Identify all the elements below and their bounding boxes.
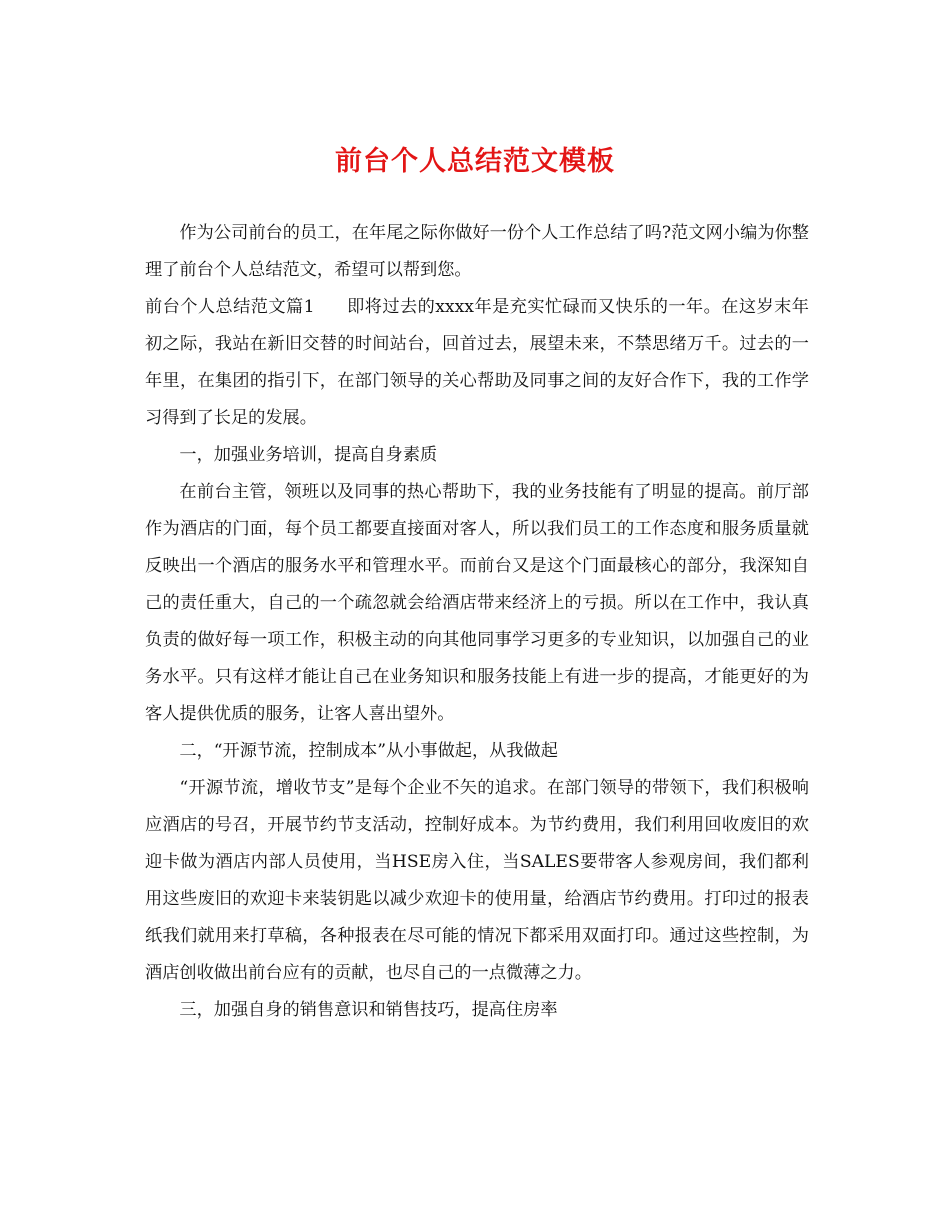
heading-1: 一，加强业务培训，提高自身素质 — [179, 445, 438, 465]
section-1-label: 前台个人总结范文篇1 — [145, 297, 315, 317]
heading-2: 二，“开源节流，控制成本”从小事做起，从我做起 — [179, 741, 558, 761]
document-title: 前台个人总结范文模板 — [335, 146, 615, 177]
intro-paragraph: 作为公司前台的员工，在年尾之际你做好一份个人工作总结了吗?范文网小编为你整理了前台个人总结范文，希望可以帮到您。 — [145, 223, 809, 280]
section-1-text: 即将过去的xxxx年是充实忙碌而又快乐的一年。在这岁末年初之际，我站在新旧交替的时间站台，回首过去，展望未来，不禁思绪万千。过去的一年里，在集团的指引下，在部门领导的关心帮助及同事之间的友好合作下，我的工作学习得到了长足的发展。 — [145, 297, 809, 428]
document-body — [145, 215, 809, 1029]
section-1-paragraph — [145, 289, 809, 437]
body-paragraph-1: 在前台主管，领班以及同事的热心帮助下，我的业务技能有了明显的提高。前厅部作为酒店的门面，每个员工都要直接面对客人，所以我们员工的工作态度和服务质量就反映出一个酒店的服务水平和管理水平。而前台又是这个门面最核心的部分，我深知自己的责任重大，自己的一个疏忽就会给酒店带来经济上的亏损。所以在工作中，我认真负责的做好每一项工作，积极主动的向其他同事学习更多的专业知识，以加强自己的业务水平。只有这样才能让自己在业务知识和服务技能上有进一步的提高，才能更好的为客人提供优质的服务，让客人喜出望外。 — [145, 482, 809, 724]
heading-3: 三，加强自身的销售意识和销售技巧，提高住房率 — [179, 1000, 558, 1020]
body-paragraph-2: “开源节流，增收节支”是每个企业不矢的追求。在部门领导的带领下，我们积极响应酒店的号召，开展节约节支活动，控制好成本。为节约费用，我们利用回收废旧的欢迎卡做为酒店内部人员使用，当HSE房入住，当SALES要带客人参观房间，我们都利用这些废旧的欢迎卡来装钥匙以减少欢迎卡的使用量，给酒店节约费用。打印过的报表纸我们就用来打草稿，各种报表在尽可能的情况下都采用双面打印。通过这些控制，为酒店创收做出前台应有的贡献，也尽自己的一点微薄之力。 — [145, 778, 809, 983]
